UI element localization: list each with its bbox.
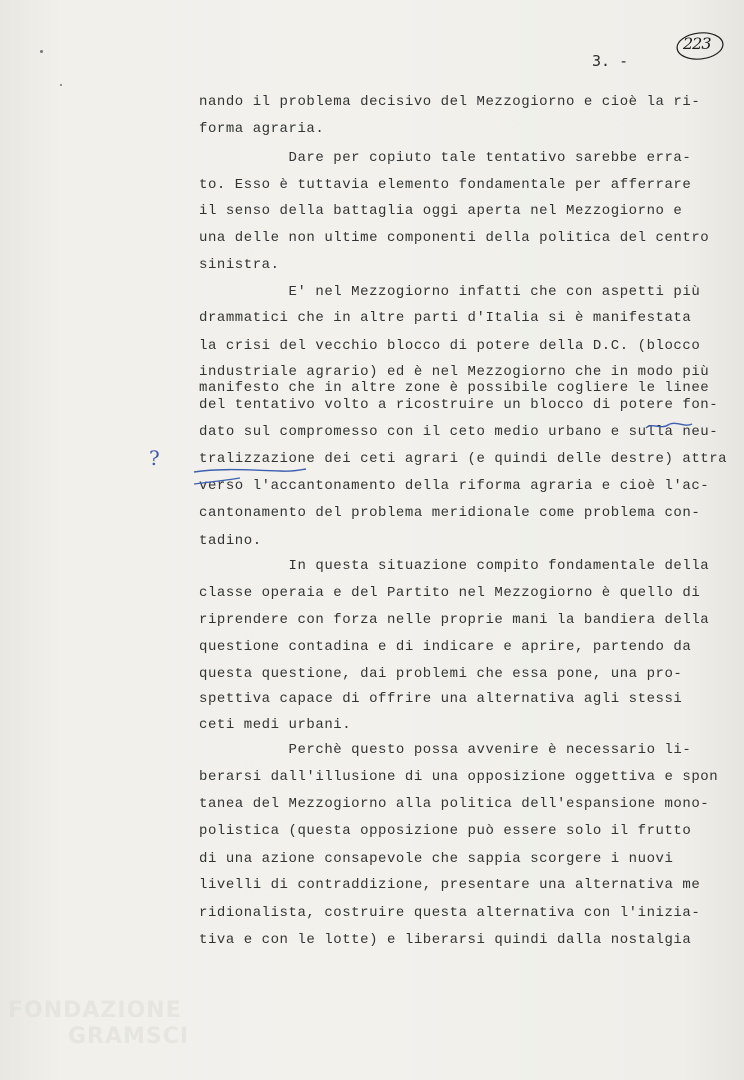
text-line: sinistra. (199, 257, 280, 273)
text-line: forma agraria. (199, 121, 325, 137)
text-line: E' nel Mezzogiorno infatti che con aspetti più (199, 284, 701, 300)
text-line: polistica (questa opposizione può essere solo il frutto (199, 823, 692, 839)
text-line: Dare per copiuto tale tentativo sarebbe erra- (199, 150, 692, 166)
archive-stamp (676, 30, 724, 60)
text-line: manifesto che in altre zone è possibile cogliere le linee (199, 380, 710, 396)
text-line: classe operaia e del Partito nel Mezzogiorno è quello di (199, 585, 701, 601)
text-line: riprendere con forza nelle proprie mani la bandiera della (199, 612, 710, 628)
text-line: drammatici che in altre parti d'Italia si è manifestata (199, 310, 692, 326)
text-line: ceti medi urbani. (199, 717, 352, 733)
text-line: spettiva capace di offrire una alternativa agli stessi (199, 691, 683, 707)
text-line: ridionalista, costruire questa alternativa con l'inizia- (199, 905, 701, 921)
archive-number: 223 (683, 34, 711, 53)
text-line: cantonamento del problema meridionale come problema con- (199, 505, 701, 521)
page-number: 3. - (592, 52, 629, 70)
text-line: tralizzazione dei ceti agrari (e quindi delle destre) attra (199, 451, 728, 467)
watermark-line1: FONDAZIONE (8, 998, 182, 1023)
text-line: Perchè questo possa avvenire è necessario li- (199, 742, 692, 758)
text-line: di una azione consapevole che sappia scorgere i nuovi (199, 851, 674, 867)
text-line: berarsi dall'illusione di una opposizione oggettiva e spon (199, 769, 719, 785)
text-line: una delle non ultime componenti della politica del centro (199, 230, 710, 246)
text-line: questa questione, dai problemi che essa pone, una pro- (199, 666, 683, 682)
text-line: tanea del Mezzogiorno alla politica dell'espansione mono- (199, 796, 710, 812)
text-line: industriale agrario) ed è nel Mezzogiorno che in modo più (199, 364, 710, 380)
watermark-line2: GRAMSCI (68, 1024, 190, 1049)
text-line: dato sul compromesso con il ceto medio urbano e sulla neu- (199, 424, 719, 440)
text-line: nando il problema decisivo del Mezzogiorno e cioè la ri- (199, 94, 701, 110)
text-line: del tentativo volto a ricostruire un blocco di potere fon- (199, 397, 719, 413)
text-line: tiva e con le lotte) e liberarsi quindi dalla nostalgia (199, 932, 692, 948)
text-line: In questa situazione compito fondamentale della (199, 558, 710, 574)
text-line: to. Esso è tuttavia elemento fondamentale per afferrare (199, 177, 692, 193)
text-line: tadino. (199, 533, 262, 549)
margin-question-mark: ? (149, 446, 160, 470)
text-line: il senso della battaglia oggi aperta nel Mezzogiorno e (199, 203, 683, 219)
text-line: livelli di contraddizione, presentare una alternativa me (199, 877, 701, 893)
paper-speck (60, 84, 62, 86)
text-line: questione contadina e di indicare e aprire, partendo da (199, 639, 692, 655)
text-line: verso l'accantonamento della riforma agraria e cioè l'ac- (199, 478, 710, 494)
paper-speck (40, 50, 43, 53)
ink-underline-neutralizzazione (194, 469, 306, 472)
text-line: la crisi del vecchio blocco di potere della D.C. (blocco (199, 338, 701, 354)
watermark (8, 998, 188, 1068)
